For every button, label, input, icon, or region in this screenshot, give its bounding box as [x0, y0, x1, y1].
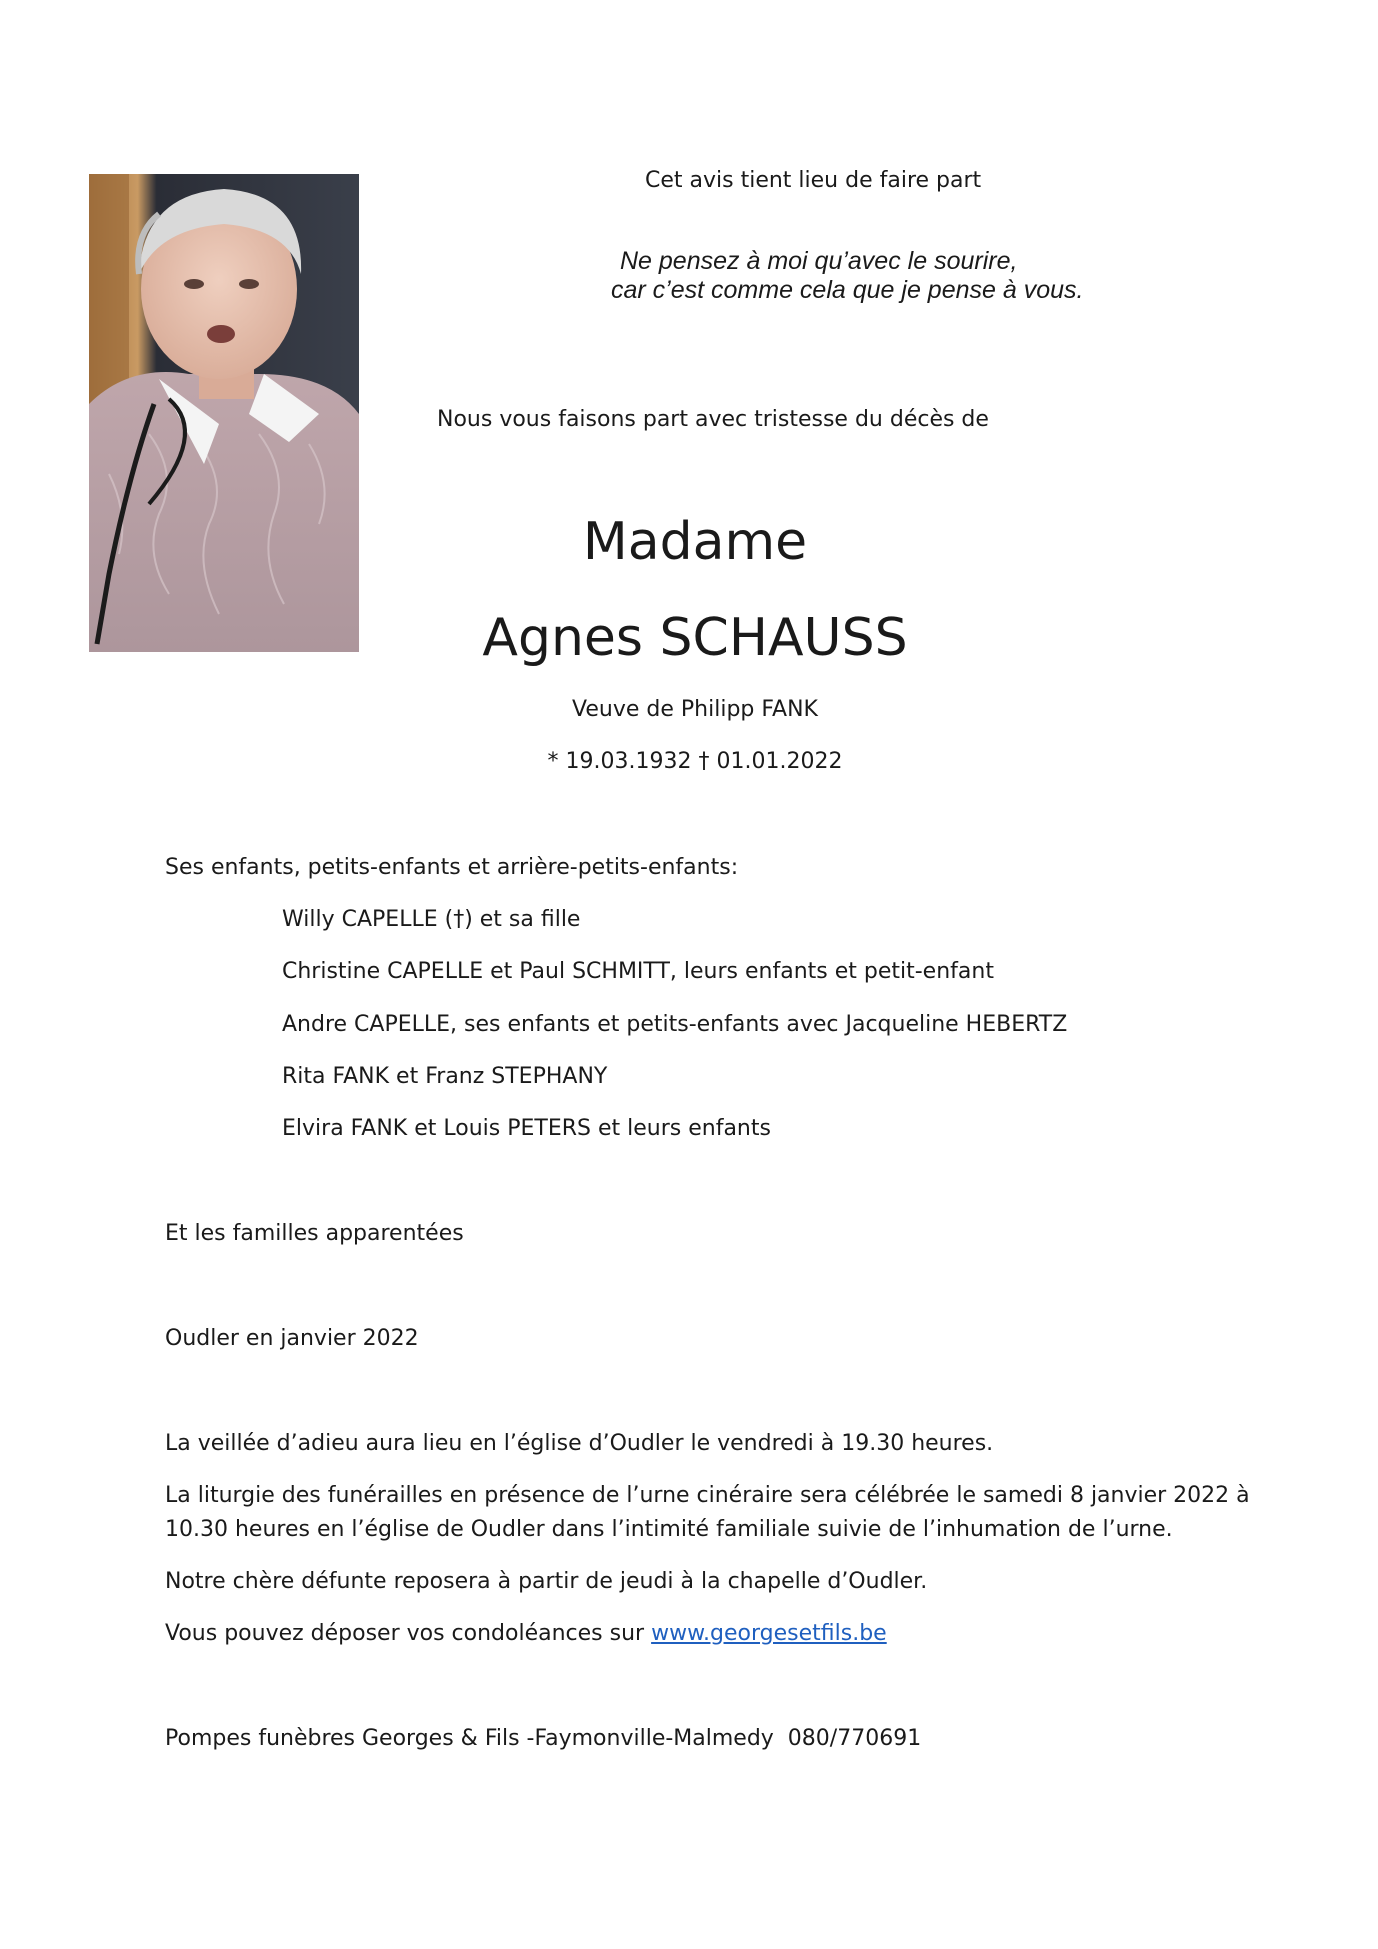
notice-text: Cet avis tient lieu de faire part: [645, 168, 982, 193]
widow-of: Veuve de Philipp FANK: [572, 697, 818, 722]
deceased-name: Agnes SCHAUSS: [482, 608, 908, 668]
place-date: Oudler en janvier 2022: [165, 1326, 419, 1351]
rest-text: Notre chère défunte reposera à partir de jeudi à la chapelle d’Oudler.: [165, 1569, 928, 1594]
liturgy-line-1: La liturgie des funérailles en présence de l’urne cinéraire sera célébrée le samedi 8 janvier 2022 à: [165, 1483, 1250, 1508]
condolences-text: [165, 1621, 887, 1646]
portrait-photo: [89, 174, 359, 652]
vigil-text: La veillée d’adieu aura lieu en l’église d’Oudler le vendredi à 19.30 heures.: [165, 1431, 994, 1456]
liturgy-line-2: 10.30 heures en l’église de Oudler dans l’intimité familiale suivie de l’inhumation de l’urne.: [165, 1517, 1173, 1542]
family-member: Rita FANK et Franz STEPHANY: [282, 1064, 608, 1089]
intro-text: Nous vous faisons part avec tristesse du décès de: [437, 407, 989, 432]
footer-contact: Pompes funèbres Georges & Fils -Faymonville-Malmedy 080/770691: [165, 1726, 922, 1751]
family-member: Willy CAPELLE (†) et sa fille: [282, 907, 581, 932]
deceased-title: Madame: [582, 512, 808, 572]
condolences-prefix: Vous pouvez déposer vos condoléances sur: [165, 1621, 652, 1646]
condolences-link[interactable]: www.georgesetfils.be: [651, 1621, 887, 1646]
family-member: Elvira FANK et Louis PETERS et leurs enfants: [282, 1116, 771, 1141]
family-member: Andre CAPELLE, ses enfants et petits-enfants avec Jacqueline HEBERTZ: [282, 1012, 1068, 1037]
related-families: Et les familles apparentées: [165, 1221, 464, 1246]
life-dates: * 19.03.1932 † 01.01.2022: [547, 749, 843, 774]
quote-line-2: car c’est comme cela que je pense à vous.: [611, 276, 1084, 304]
family-heading: Ses enfants, petits-enfants et arrière-petits-enfants:: [165, 855, 739, 880]
family-member: Christine CAPELLE et Paul SCHMITT, leurs enfants et petit-enfant: [282, 959, 994, 984]
quote-line-1: Ne pensez à moi qu’avec le sourire,: [620, 247, 1018, 275]
